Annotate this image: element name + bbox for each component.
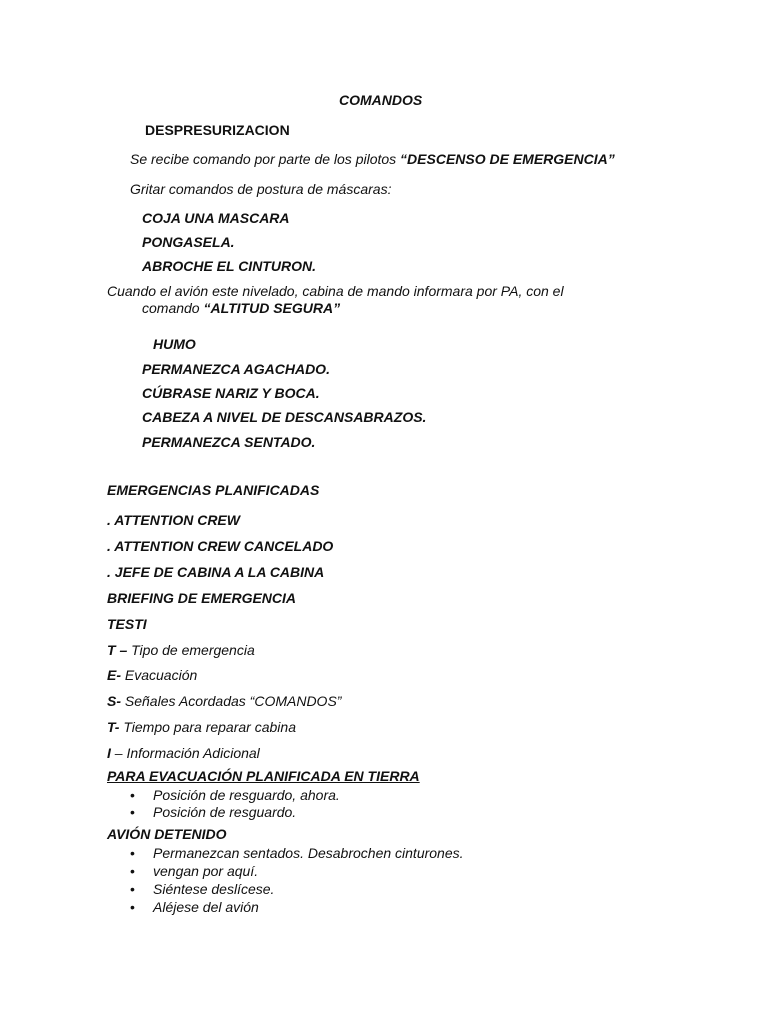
bullet-icon: • <box>130 787 135 803</box>
bullet-item: vengan por aquí. <box>153 863 259 879</box>
bullet-item: Siéntese deslícese. <box>153 881 275 897</box>
testi-item <box>107 745 260 762</box>
testi-item <box>107 642 255 659</box>
paragraph-nivelado: Cuando el avión este nivelado, cabina de mando informara por PA, con el <box>107 283 564 299</box>
paragraph-descenso <box>130 151 615 168</box>
testi-letter: I <box>107 745 111 761</box>
list-item: . JEFE DE CABINA A LA CABINA <box>107 564 325 580</box>
paragraph-text: Se recibe comando por parte de los pilotos <box>130 151 401 167</box>
bullet-icon: • <box>130 863 135 879</box>
command-item: PONGASELA. <box>142 234 235 250</box>
testi-item <box>107 693 341 710</box>
testi-text: Evacuación <box>121 667 198 683</box>
bullet-icon: • <box>130 881 135 897</box>
section-heading-despresurizacion: DESPRESURIZACION <box>145 122 290 138</box>
bullet-item: Posición de resguardo. <box>153 804 297 820</box>
briefing-heading: BRIEFING DE EMERGENCIA <box>107 590 297 606</box>
list-item: . ATTENTION CREW CANCELADO <box>107 538 334 554</box>
command-item: COJA UNA MASCARA <box>142 210 290 226</box>
testi-text: – Información Adicional <box>110 745 260 761</box>
bullet-item: Permanezcan sentados. Desabrochen cinturones. <box>153 845 464 861</box>
section-heading-humo: HUMO <box>153 336 196 352</box>
bullet-item: Aléjese del avión <box>153 899 259 915</box>
section-heading-avion-detenido: AVIÓN DETENIDO <box>107 826 227 842</box>
testi-letter: T- <box>107 719 120 735</box>
testi-item <box>107 667 197 684</box>
quoted-command: “ALTITUD SEGURA” <box>203 300 341 316</box>
command-item: CABEZA A NIVEL DE DESCANSABRAZOS. <box>142 409 427 425</box>
paragraph-altitud <box>142 300 340 317</box>
testi-heading: TESTI <box>107 616 147 632</box>
command-item: PERMANEZCA SENTADO. <box>142 434 316 450</box>
bullet-item: Posición de resguardo, ahora. <box>153 787 340 803</box>
section-heading-evacuacion: PARA EVACUACIÓN PLANIFICADA EN TIERRA <box>107 768 420 784</box>
bullet-icon: • <box>130 845 135 861</box>
testi-text: Tiempo para reparar cabina <box>119 719 296 735</box>
testi-text: Señales Acordadas “COMANDOS” <box>121 693 342 709</box>
command-item: PERMANEZCA AGACHADO. <box>142 361 330 377</box>
testi-letter: E- <box>107 667 121 683</box>
bullet-icon: • <box>130 899 135 915</box>
page-title: COMANDOS <box>339 92 423 108</box>
testi-letter: T – <box>107 642 128 658</box>
testi-item <box>107 719 296 736</box>
command-item: ABROCHE EL CINTURON. <box>142 258 316 274</box>
testi-letter: S- <box>107 693 121 709</box>
paragraph-gritar: Gritar comandos de postura de máscaras: <box>130 181 392 197</box>
list-item: . ATTENTION CREW <box>107 512 240 528</box>
command-item: CÚBRASE NARIZ Y BOCA. <box>142 385 320 401</box>
testi-text: Tipo de emergencia <box>127 642 255 658</box>
paragraph-text: comando <box>142 300 204 316</box>
bullet-icon: • <box>130 804 135 820</box>
section-heading-emergencias: EMERGENCIAS PLANIFICADAS <box>107 482 320 498</box>
quoted-command: “DESCENSO DE EMERGENCIA” <box>400 151 615 167</box>
